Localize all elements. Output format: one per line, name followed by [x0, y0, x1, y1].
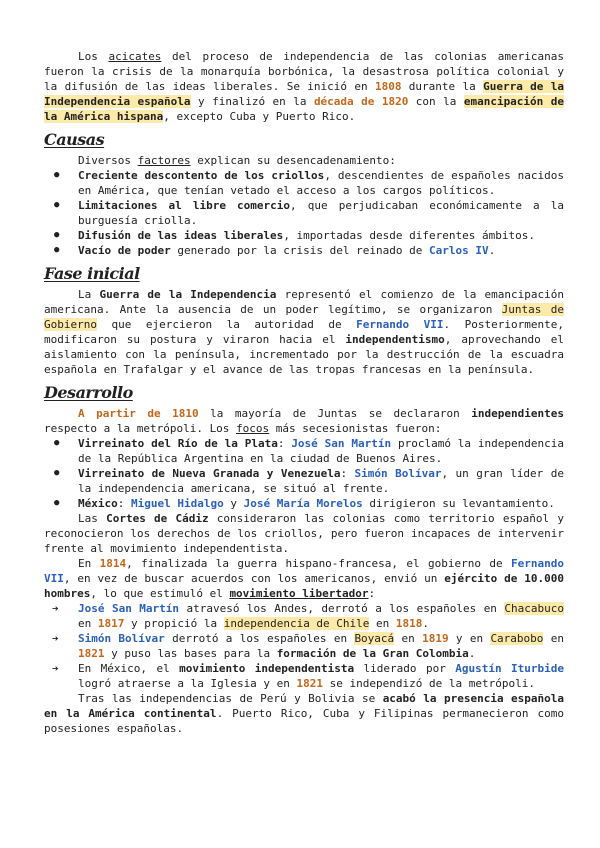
text: dirigieron su levantamiento.	[362, 497, 555, 510]
text: . Posteriormente, modificaron su postura y viraron hacia el	[44, 318, 564, 346]
bold-term: movimiento independentista	[179, 662, 355, 675]
list-item	[78, 168, 564, 198]
bold-term: México	[78, 497, 118, 510]
text: :	[340, 467, 355, 480]
text: logró atraerse a la Iglesia y en	[78, 677, 297, 690]
focos-list	[44, 436, 564, 511]
text: y propició la	[124, 617, 224, 630]
person-name: Fernando VII	[356, 318, 444, 331]
text: la mayoría de Juntas se declararon	[198, 407, 472, 420]
date: 1818	[395, 617, 423, 630]
text: , en vez de buscar acuerdos con los americanos, envió un	[63, 572, 445, 585]
text: , que perjudicaban económicamente a la burguesía criolla.	[78, 199, 564, 227]
text: proclamó la independencia de la República Argentina en la ciudad de Buenos Aires.	[78, 437, 565, 465]
text: atravesó los Andes, derrotó a los españoles en	[179, 602, 505, 615]
heading-fase-inicial: Fase inicial	[44, 264, 140, 283]
desarrollo-paragraph-1	[44, 406, 564, 436]
arrow-item	[78, 631, 564, 661]
causas-lead	[44, 153, 564, 168]
text: , descendientes de españoles nacidos en América, que tenían vetado el acceso a los cargos políticos.	[78, 169, 564, 197]
list-item	[78, 198, 564, 228]
heading-causas: Causas	[44, 130, 105, 149]
desarrollo-paragraph-3	[44, 556, 564, 601]
date: 1821	[78, 647, 105, 660]
text: . Puerto Rico, Cuba y Filipinas permanecieron como posesiones españolas.	[44, 707, 564, 735]
bold-term: independientes	[471, 407, 564, 420]
heading-desarrollo: Desarrollo	[44, 383, 133, 402]
person-name: José San Martín	[291, 437, 392, 450]
text: En	[78, 557, 100, 570]
text: respecto a la metrópoli. Los	[44, 422, 237, 435]
underlined-term: acicates	[108, 50, 162, 63]
highlight: Guerra de la Independencia española	[44, 80, 564, 108]
arrow-item	[78, 661, 564, 691]
highlight: Carabobo	[490, 632, 544, 645]
text: y finalizó en la	[190, 95, 314, 108]
arrow-item	[78, 601, 564, 631]
bold-term: acabó la presencia española en la América continental	[44, 692, 564, 720]
text: En México, el	[78, 662, 180, 675]
list-item	[78, 228, 564, 243]
text: explican su desencadenamiento:	[190, 154, 396, 167]
person-name: Simón Bolívar	[78, 632, 165, 645]
person-name: Fernando VII	[44, 557, 564, 585]
text: representó el comienzo de la emancipación americana. Ante la ausencia de un poder legítimo, se organizaron	[44, 288, 564, 316]
underlined-term: focos	[236, 422, 270, 435]
person-name: Carlos IV	[429, 244, 489, 257]
bold-term: formación de la Gran Colombia	[276, 647, 469, 660]
list-item	[78, 243, 564, 258]
text: :	[277, 437, 292, 450]
bold-term: Limitaciones al libre comercio	[78, 199, 291, 212]
person-name: José San Martín	[78, 602, 180, 615]
desarrollo-paragraph-4	[44, 691, 564, 736]
date: 1814	[99, 557, 127, 570]
list-item	[78, 466, 564, 496]
intro-paragraph	[44, 49, 564, 124]
highlight: emancipación de la América hispana	[44, 95, 565, 123]
text: , importadas desde diferentes ámbitos.	[283, 229, 535, 242]
underlined-term: factores	[137, 154, 191, 167]
person-name: Simón Bolívar	[354, 467, 442, 480]
text: en	[543, 632, 564, 645]
text: , excepto Cuba y Puerto Rico.	[163, 110, 356, 123]
text: Las	[78, 512, 107, 525]
highlight: independencia de Chile	[223, 617, 370, 630]
text: .	[422, 617, 430, 630]
text: consideraron las colonias como territorio español y reconocieron los derechos de los criollos, pero fueron incapaces de intervenir frente al movimiento independentista.	[44, 512, 564, 555]
person-name: Miguel Hidalgo	[131, 497, 224, 510]
bold-term: ejército de 10.000 hombres	[44, 572, 564, 600]
text: en	[369, 617, 396, 630]
libertadores-list	[44, 601, 564, 691]
text: y puso las bases para la	[104, 647, 277, 660]
text: liderado por	[354, 662, 456, 675]
text: , finalizada la guerra hispano-francesa, el gobierno de	[126, 557, 512, 570]
text: .	[468, 647, 476, 660]
text: , un gran líder de la independencia americana, se situó al frente.	[78, 467, 565, 495]
date: A partir de 1810	[78, 407, 199, 420]
bold-term: Creciente descontento de los criollos	[78, 169, 325, 182]
bold-term: Virreinato de Nueva Granada y Venezuela	[78, 467, 341, 480]
text: :	[117, 497, 131, 510]
list-item	[78, 436, 564, 466]
document-content	[44, 49, 564, 736]
text: durante la	[401, 80, 484, 93]
text: generado por la crisis del reinado de	[170, 244, 429, 257]
text: se independizó de la metrópoli.	[323, 677, 535, 690]
text: derrotó a los españoles en	[164, 632, 355, 645]
bold-term: Difusión de las ideas liberales	[78, 229, 284, 242]
text: con la	[408, 95, 464, 108]
text: y en	[448, 632, 491, 645]
text: en	[394, 632, 423, 645]
causas-list	[44, 168, 564, 258]
highlight: Chacabuco	[504, 602, 564, 615]
date: 1808	[374, 80, 402, 93]
person-name: Agustín Iturbide	[455, 662, 565, 675]
highlight: Boyacá	[354, 632, 395, 645]
text: La	[78, 288, 100, 301]
bold-term: Vacío de poder	[78, 244, 171, 257]
text: Diversos	[78, 154, 138, 167]
fase-paragraph	[44, 287, 564, 377]
bold-term: independentismo	[345, 333, 445, 346]
text: Los	[78, 50, 109, 63]
text: , lo que estimuló el	[90, 587, 230, 600]
date: 1821	[296, 677, 324, 690]
date: 1817	[97, 617, 125, 630]
text: :	[368, 587, 376, 600]
person-name: José María Morelos	[243, 497, 363, 510]
desarrollo-paragraph-2	[44, 511, 564, 556]
text: Tras las independencias de Perú y Bolivia se	[78, 692, 383, 705]
text: en	[78, 617, 98, 630]
underlined-term: movimiento libertador	[229, 587, 369, 600]
text: y	[223, 497, 244, 510]
highlight: Juntas de Gobierno	[44, 303, 564, 331]
text: , aprovechando el aislamiento con la península, incrementado por la destrucción de la escuadra española en Trafalgar y el avance de las tropas francesas en la península.	[44, 333, 564, 376]
date: década de 1820	[313, 95, 409, 108]
bold-term: Guerra de la Independencia	[99, 288, 277, 301]
bold-term: Cortes de Cádiz	[106, 512, 209, 525]
list-item	[78, 496, 564, 511]
text: que ejercieron la autoridad de	[96, 318, 357, 331]
text: .	[488, 244, 496, 257]
bold-term: Virreinato del Río de la Plata	[78, 437, 278, 450]
text: del proceso de independencia de las colonias americanas fueron la crisis de la monarquía borbónica, la desastrosa política colonial y la difusión de las ideas liberales. Se inició en	[44, 50, 564, 93]
date: 1819	[422, 632, 449, 645]
text: más secesionistas fueron:	[269, 422, 442, 435]
